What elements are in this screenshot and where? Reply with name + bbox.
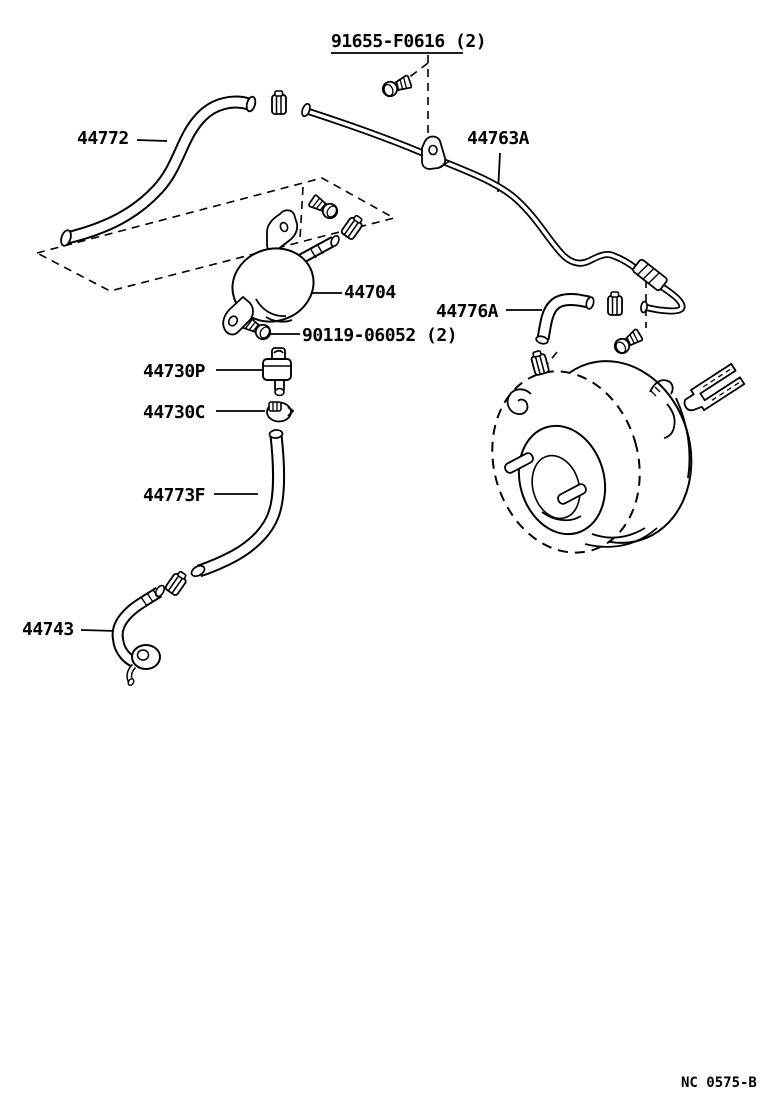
hose-44776a-drawing bbox=[535, 296, 595, 345]
drawing-code: NC 0575-B bbox=[681, 1075, 757, 1091]
part-label-44776A: 44776A bbox=[436, 301, 499, 322]
part-label-44704: 44704 bbox=[344, 282, 396, 303]
screw-91655 bbox=[381, 74, 413, 98]
part-label-44763A: 44763A bbox=[467, 128, 530, 149]
clevis-fork bbox=[680, 364, 745, 418]
hose-44772-drawing bbox=[59, 96, 257, 247]
part-label-91655-F0616: 91655-F0616 (2) bbox=[331, 31, 487, 52]
part-label-44773F: 44773F bbox=[143, 485, 206, 506]
hose-clamp bbox=[530, 350, 549, 376]
hose-clamp bbox=[608, 292, 622, 315]
part-label-44743: 44743 bbox=[22, 619, 74, 640]
retainer-clip bbox=[341, 213, 366, 240]
pipe-sleeve-fitting bbox=[632, 259, 668, 292]
part-label-90119-06052: 90119-06052 (2) bbox=[302, 325, 458, 346]
part-label-44772: 44772 bbox=[77, 128, 129, 149]
clamp-44730c-drawing bbox=[267, 402, 293, 422]
part-label-44730C: 44730C bbox=[143, 402, 206, 423]
check-valve-44730p-drawing bbox=[263, 348, 291, 396]
screw-booster bbox=[612, 328, 644, 356]
canister-44704-drawing bbox=[223, 210, 341, 334]
hose-clamp bbox=[272, 91, 286, 114]
pipe-bracket bbox=[422, 137, 450, 170]
hose-44743-drawing bbox=[118, 584, 166, 686]
part-label-44730P: 44730P bbox=[143, 361, 206, 382]
hose-clamp bbox=[165, 569, 190, 596]
brake-booster-drawing bbox=[471, 343, 744, 571]
screw-90119 bbox=[308, 194, 340, 221]
